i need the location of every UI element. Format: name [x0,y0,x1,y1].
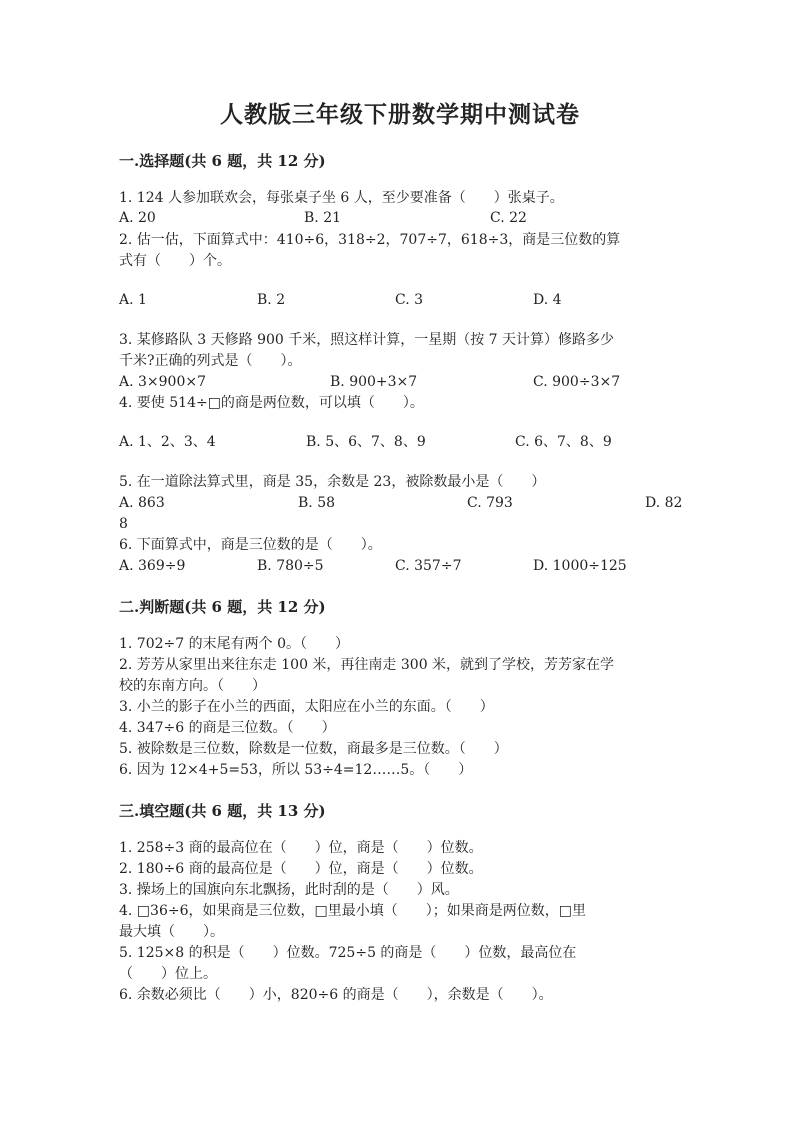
statement-text: 3. 小兰的影子在小兰的西面，太阳应在小兰的东面。（ ） [119,699,494,715]
option-c: C. 900÷3×7 [533,374,621,390]
question-text: 2. 估一估，下面算式中：410÷6，318÷2，707÷7，618÷3，商是三位数的算 [119,232,621,248]
option-c: C. 22 [490,210,527,226]
option-b: B. 5、6、7、8、9 [306,434,426,450]
statement-text: 6. 因为 12×4+5=53，所以 53÷4=12……5。（ ） [119,762,473,778]
section-heading-fill-in: 三.填空题(共 6 题，共 13 分) [119,802,326,820]
option-d: D. 1000÷125 [533,558,627,574]
fill-in-text: 最大填（ ）。 [119,924,224,940]
option-c: C. 3 [395,292,424,308]
statement-text: 4. 347÷6 的商是三位数。（ ） [119,720,336,736]
option-d: D. 4 [533,292,562,308]
statement-text: 1. 702÷7 的末尾有两个 0。（ ） [119,636,349,652]
fill-in-text: （ ）位上。 [119,966,217,982]
option-a: A. 20 [119,210,156,226]
option-c: C. 6、7、8、9 [515,434,612,450]
option-b: B. 780÷5 [257,558,324,574]
page-title: 人教版三年级下册数学期中测试卷 [220,101,580,128]
question-text: 3. 某修路队 3 天修路 900 千米，照这样计算，一星期（按 7 天计算）修路多少 [119,332,615,348]
option-a: A. 369÷9 [119,558,186,574]
question-text: 千米?正确的列式是（ ）。 [119,353,302,369]
option-c: C. 357÷7 [395,558,462,574]
option-d: D. 82 [645,495,683,511]
statement-text: 2. 芳芳从家里出来往东走 100 米，再往南走 300 米，就到了学校，芳芳家在学 [119,657,615,673]
option-b: B. 2 [257,292,286,308]
option-c: C. 793 [467,495,513,511]
fill-in-text: 2. 180÷6 商的最高位是（ ）位，商是（ ）位数。 [119,861,483,877]
option-b: B. 21 [304,210,342,226]
option-b: B. 900+3×7 [330,374,418,390]
fill-in-text: 1. 258÷3 商的最高位在（ ）位，商是（ ）位数。 [119,840,483,856]
statement-text: 5. 被除数是三位数，除数是一位数，商最多是三位数。（ ） [119,741,508,757]
option-a: A. 863 [119,495,165,511]
statement-text: 校的东南方向。（ ） [119,678,266,694]
question-text: 6. 下面算式中，商是三位数的是（ ）。 [119,537,382,553]
option-a: A. 3×900×7 [119,374,207,390]
question-text: 4. 要使 514÷□的商是两位数，可以填（ ）。 [119,395,424,411]
option-a: A. 1、2、3、4 [119,434,216,450]
fill-in-text: 6. 余数必须比（ ）小，820÷6 的商是（ ），余数是（ ）。 [119,987,553,1003]
section-heading-choice: 一.选择题(共 6 题，共 12 分) [119,152,326,170]
question-text: 5. 在一道除法算式里，商是 35，余数是 23，被除数最小是（ ） [119,474,546,490]
fill-in-text: 3. 操场上的国旗向东北飘扬，此时刮的是（ ）风。 [119,882,459,898]
fill-in-text: 5. 125×8 的积是（ ）位数。725÷5 的商是（ ）位数，最高位在 [119,945,577,961]
option-d-wrap: 8 [119,516,128,532]
option-b: B. 58 [298,495,336,511]
question-text: 式有（ ）个。 [119,253,231,269]
section-heading-judgement: 二.判断题(共 6 题，共 12 分) [119,598,326,616]
option-a: A. 1 [119,292,147,308]
question-text: 1. 124 人参加联欢会，每张桌子坐 6 人，至少要准备（ ）张桌子。 [119,190,564,206]
fill-in-text: 4. □36÷6，如果商是三位数，□里最小填（ ）；如果商是两位数，□里 [119,903,586,919]
